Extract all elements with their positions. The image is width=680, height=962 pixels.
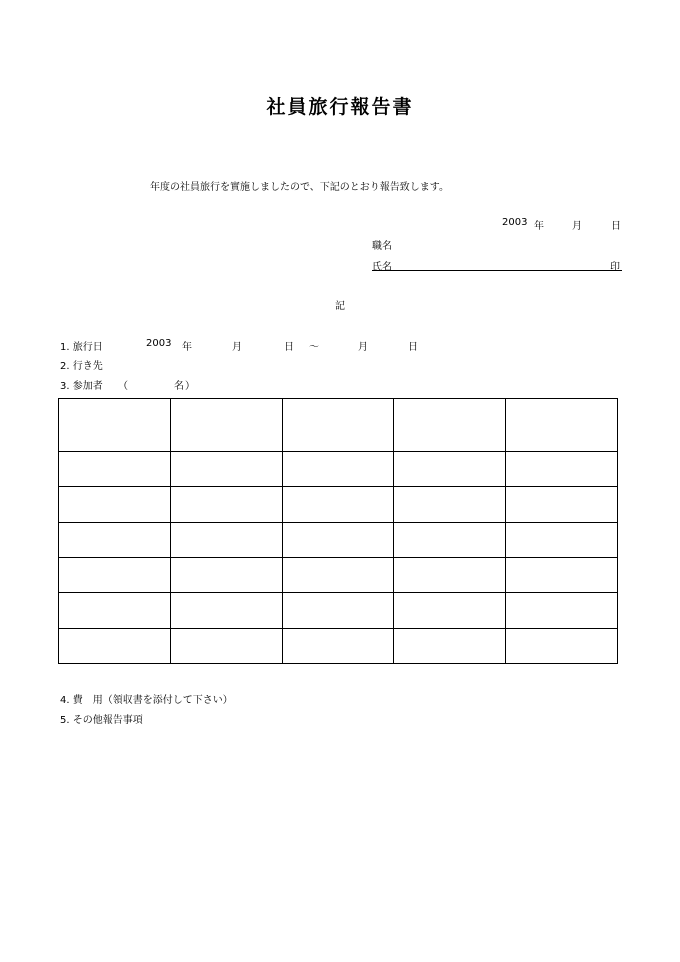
travel-date-day-unit-2: 日 (408, 342, 418, 353)
report-date-day-unit: 日 (611, 221, 621, 232)
table-cell[interactable] (282, 487, 394, 522)
travel-date-month-unit-2: 月 (358, 342, 368, 353)
table-row (59, 557, 618, 592)
destination-label: 2. 行き先 (60, 361, 103, 372)
position-label: 職名 (372, 241, 392, 252)
table-cell[interactable] (170, 593, 282, 628)
name-signature-line[interactable] (372, 270, 622, 271)
table-cell[interactable] (59, 628, 171, 663)
report-date-year: 2003 (502, 217, 528, 228)
table-cell[interactable] (394, 628, 506, 663)
table-cell[interactable] (394, 399, 506, 452)
table-row (59, 628, 618, 663)
table-cell[interactable] (506, 628, 618, 663)
table-cell[interactable] (506, 557, 618, 592)
table-cell[interactable] (170, 628, 282, 663)
table-cell[interactable] (170, 452, 282, 487)
table-cell[interactable] (506, 593, 618, 628)
table-cell[interactable] (170, 522, 282, 557)
table-cell[interactable] (59, 452, 171, 487)
table-row (59, 399, 618, 452)
table-cell[interactable] (394, 452, 506, 487)
other-items-label: 5. その他報告事項 (60, 715, 143, 726)
participants-open-paren: （ (118, 381, 128, 392)
participants-count-unit: 名 (174, 381, 184, 392)
report-date-year-unit: 年 (534, 221, 544, 232)
table-cell[interactable] (59, 593, 171, 628)
table-cell[interactable] (282, 628, 394, 663)
table-cell[interactable] (282, 557, 394, 592)
travel-date-year-unit: 年 (182, 342, 192, 353)
seal-label: 印 (610, 262, 620, 273)
table-cell[interactable] (282, 593, 394, 628)
table-cell[interactable] (282, 452, 394, 487)
table-cell[interactable] (394, 522, 506, 557)
ki-heading: 記 (335, 301, 345, 312)
table-cell[interactable] (282, 522, 394, 557)
table-cell[interactable] (170, 557, 282, 592)
participants-close-paren: ） (185, 381, 195, 392)
table-cell[interactable] (170, 399, 282, 452)
table-cell[interactable] (59, 399, 171, 452)
table-cell[interactable] (506, 399, 618, 452)
table-row (59, 452, 618, 487)
travel-date-label: 1. 旅行日 (60, 342, 103, 353)
participants-label: 3. 参加者 (60, 381, 103, 392)
table-cell[interactable] (282, 399, 394, 452)
table-cell[interactable] (394, 593, 506, 628)
table-cell[interactable] (394, 487, 506, 522)
table-cell[interactable] (59, 487, 171, 522)
travel-date-month-unit: 月 (232, 342, 242, 353)
participant-table (58, 398, 618, 664)
travel-date-year: 2003 (146, 338, 172, 349)
document-title: 社員旅行報告書 (266, 96, 414, 118)
table-row (59, 487, 618, 522)
table-cell[interactable] (170, 487, 282, 522)
table-cell[interactable] (394, 557, 506, 592)
intro-text: 年度の社員旅行を實施しましたので、下記のとおり報告致します。 (150, 182, 449, 193)
table-cell[interactable] (59, 557, 171, 592)
table-cell[interactable] (59, 522, 171, 557)
table-cell[interactable] (506, 452, 618, 487)
table-row (59, 522, 618, 557)
table-row (59, 593, 618, 628)
report-date-month-unit: 月 (572, 221, 582, 232)
name-label: 氏名 (372, 262, 392, 273)
travel-date-tilde: ～ (309, 342, 319, 353)
travel-date-day-unit: 日 (284, 342, 294, 353)
expenses-label: 4. 費 用（領収書を添付して下さい） (60, 695, 233, 706)
table-cell[interactable] (506, 487, 618, 522)
table-cell[interactable] (506, 522, 618, 557)
